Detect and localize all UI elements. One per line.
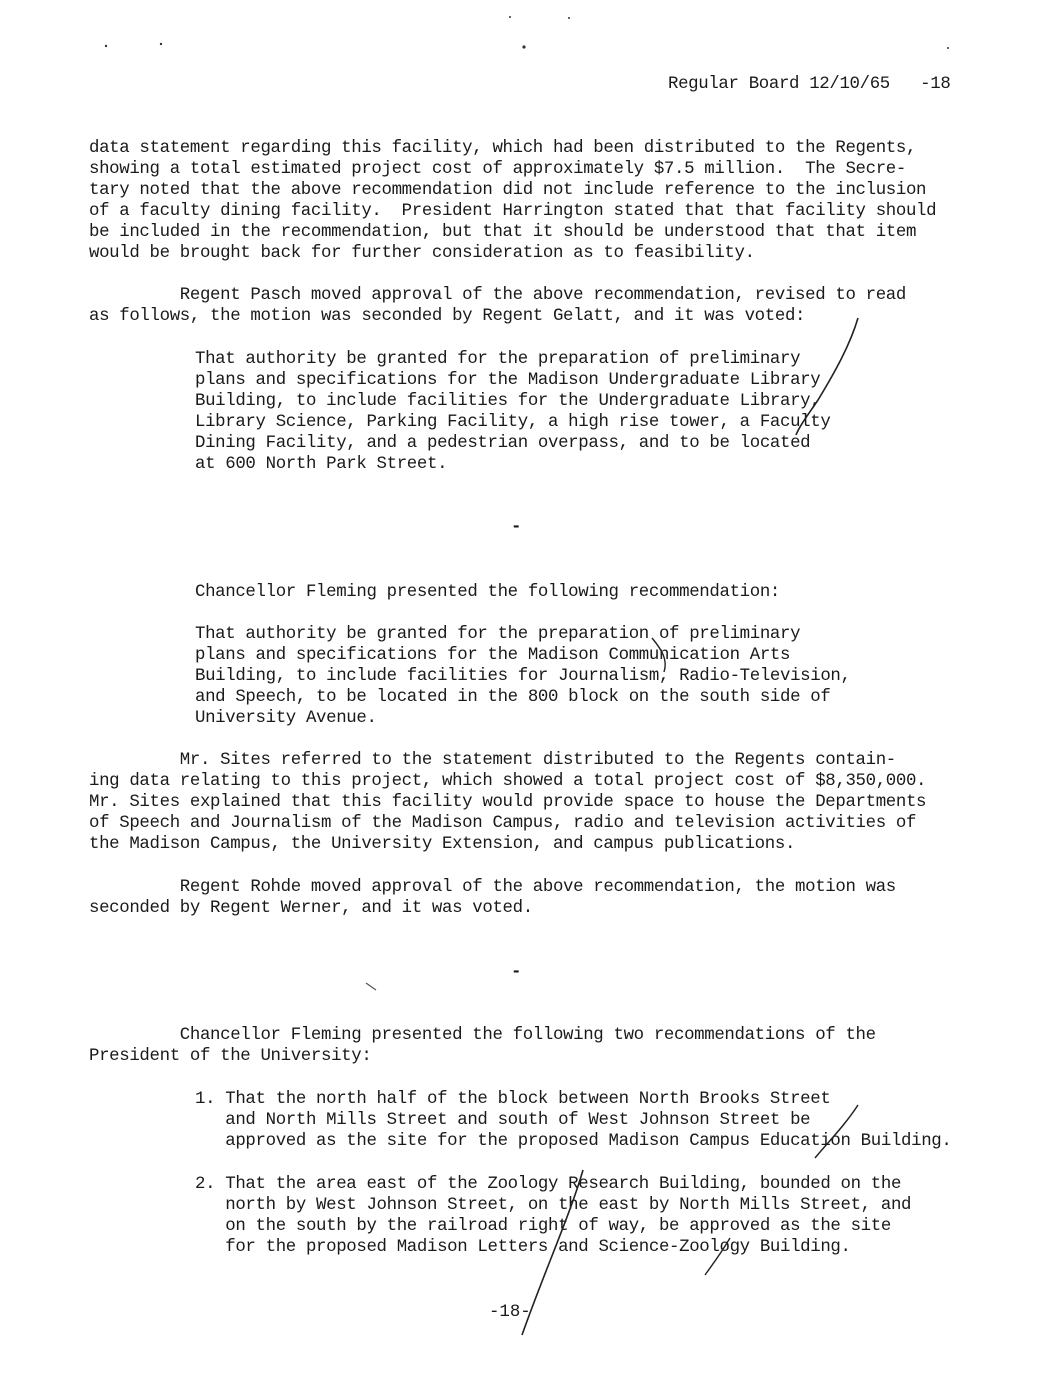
text-line: Mr. Sites referred to the statement distributed to the Regents contain- (89, 751, 896, 770)
text-line: north by West Johnson Street, on the east by North Mills Street, and (195, 1196, 912, 1215)
text-line: Regent Rohde moved approval of the above recommendation, the motion was (89, 878, 896, 897)
page-header: Regular Board 12/10/65 -18 (668, 75, 951, 94)
text-line: as follows, the motion was seconded by Regent Gelatt, and it was voted: (89, 307, 806, 326)
text-line: Mr. Sites explained that this facility would provide space to house the Departments (89, 793, 927, 812)
page-number: -18- (489, 1303, 531, 1322)
text-line: would be brought back for further consideration as to feasibility. (89, 244, 755, 263)
text-line: President of the University: (89, 1047, 372, 1066)
text-line: ing data relating to this project, which showed a total project cost of $8,350,000. (89, 772, 927, 791)
text-line: on the south by the railroad right of way, be approved as the site (195, 1217, 891, 1236)
text-line: Dining Facility, and a pedestrian overpass, and to be located (195, 434, 811, 453)
scan-speck (522, 45, 525, 48)
recommendation-item-2 (195, 1174, 911, 1258)
text-line: That authority be granted for the preparation of preliminary (195, 625, 801, 644)
scan-speck (366, 983, 376, 990)
text-line: tary noted that the above recommendation did not include reference to the inclusion (89, 181, 927, 200)
paragraph-intro (89, 138, 936, 264)
text-line: approved as the site for the proposed Madison Campus Education Building. (195, 1132, 952, 1151)
text-line: Building, to include facilities for Journalism, Radio-Television, (195, 667, 851, 686)
text-line: data statement regarding this facility, which had been distributed to the Regents, (89, 139, 917, 158)
text-line: showing a total estimated project cost of approximately $7.5 million. The Secre- (89, 160, 906, 179)
paragraph-two-recommendations (89, 1025, 876, 1067)
text-line: University Avenue. (195, 709, 377, 728)
paragraph-motion-pasch (89, 285, 906, 327)
text-line: be included in the recommendation, but that it should be understood that that item (89, 223, 917, 242)
text-line: of a faculty dining facility. President Harrington stated that that facility should (89, 202, 937, 221)
text-line: Regent Pasch moved approval of the above recommendation, revised to read (89, 286, 906, 305)
text-line: plans and specifications for the Madison Communication Arts (195, 646, 791, 665)
text-line: plans and specifications for the Madison Undergraduate Library (195, 371, 821, 390)
scan-speck (160, 43, 162, 45)
text-line: 2. That the area east of the Zoology Research Building, bounded on the (195, 1175, 902, 1194)
paragraph-chancellor-recommendation (195, 582, 780, 603)
paragraph-motion-rohde (89, 877, 896, 919)
text-line: and North Mills Street and south of West Johnson Street be (195, 1111, 811, 1130)
scan-speck (509, 16, 511, 18)
text-line: Chancellor Fleming presented the following recommendation: (195, 583, 780, 602)
text-line: for the proposed Madison Letters and Science-Zoology Building. (195, 1238, 851, 1257)
text-line: Building, to include facilities for the Undergraduate Library, (195, 392, 821, 411)
text-line: seconded by Regent Werner, and it was voted. (89, 899, 533, 918)
recommendation-item-1 (195, 1089, 951, 1152)
section-separator: - (511, 963, 522, 982)
text-line: at 600 North Park Street. (195, 455, 448, 474)
text-line: That authority be granted for the preparation of preliminary (195, 350, 801, 369)
text-line: the Madison Campus, the University Extension, and campus publications. (89, 835, 796, 854)
text-line: Chancellor Fleming presented the following two recommendations of the (89, 1026, 876, 1045)
text-line: Library Science, Parking Facility, a high rise tower, a Faculty (195, 413, 831, 432)
text-line: of Speech and Journalism of the Madison Campus, radio and television activities of (89, 814, 917, 833)
scan-speck (947, 47, 949, 49)
resolution-communication-arts (195, 624, 851, 729)
text-line: and Speech, to be located in the 800 block on the south side of (195, 688, 831, 707)
section-separator: - (511, 518, 522, 537)
resolution-undergraduate-library (195, 349, 830, 475)
scan-speck (105, 45, 107, 47)
text-line: 1. That the north half of the block between North Brooks Street (195, 1090, 831, 1109)
paragraph-sites-statement (89, 750, 926, 855)
scan-speck (568, 17, 570, 19)
